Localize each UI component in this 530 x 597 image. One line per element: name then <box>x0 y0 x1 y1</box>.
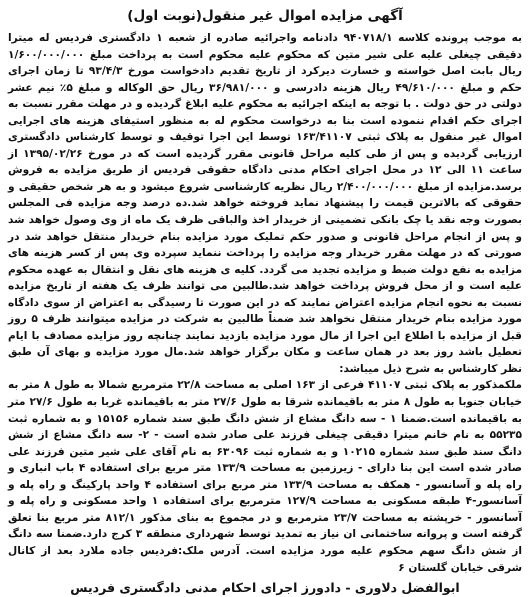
notice-paragraph-property: ملکمذکور به پلاک ثبتی ۴۱۱۰۷ فرعی از ۱۶۳ اصلی به مساحت ۲۲/۸ مترمربع شمالا به طول ۸ متر به خیابان جنوبا به طول ۸ متر به باقیمانده شرقا به طول ۲۷/۶ متر به باقیمانده غربا به طول ۲۷/۶ متر به باقیمانده است.ضمنا ۱ - سه دانگ مشاع از شش دانگ طبق سند شماره ۱۵۱۵۶ و به شماره ثبت ۵۵۲۳۵ به نام خانم میترا دقیقی چیغلی فرزند علی صادر شده است - ۲- سه دانگ مشاع از شش دانگ سند طبق سند شماره ۱۰۲۱۵ و به شماره ثبت ۶۳۰۹۶ به نام آقای علی شیر متین فرزند علی صادر شده است این بنا دارای - زیرزمین به مساحت ۱۳۳/۹ متر مربع برای استفاده ۴ باب انباری و راه پله و آسانسور - همکف به مساحت ۱۳۳/۹ متر مربع برای استفاده ۴ واحد پارکینگ و راه پله و آسانسور-۴ طبقه مسکونی به مساحت ۱۲۷/۹ مترمربع برای استفاده ۱ واحد مسکونی و راه پله و آسانسور - خرپشته به مساحت ۲۳/۷ مترمربع و در مجموع به بنای مذکور ۸۱۲/۱ متر مربع بنا تعلق گرفته است و پروانه ساختمانی ان نیاز به تمدید توسط شهرداری منطقه ۳ کرج دارد.ضمنا سه دانگ از شش دانگ سهم محکوم علیه مورد مزایده است. آدرس ملک:فردیس جاده ملارد بعد از کانال شرقی خیابان گلستان ۶ <box>8 379 523 574</box>
notice-body <box>8 30 522 576</box>
notice-title: آگهی مزایده اموال غیر منقول(نوبت اول) <box>127 8 403 24</box>
notice-signature: ابوالفضل دلاوری - دادورز اجرای احکام مدنی دادگستری فردیس <box>70 580 460 596</box>
notice-paragraph-main: به موجب پرونده کلاسه ۹۴۰۷۱۸/۱ دادنامه واجرائیه صادره از شعبه ۱ دادگستری فردیس له میترا دقیقی چیغلی علیه علی شیر متین که محکوم علیه محکوم است به پرداخت مبلغ ۱/۶۰۰/۰۰۰/۰۰۰ ریال بابت اصل خواسته و خسارت دیرکرد از تاریخ تقدیم دادخواست مورخ ۹۳/۴/۳ تا زمان اجرای حکم و مبلغ ۴۹/۶۱۰/۰۰۰ ریال هزینه دادرسی و ۳۶/۹۸۱/۰۰۰ ریال حق الوکاله و مبلغ ۵٪ نیم عشر دولتی در حق دولت . با توجه به اینکه اجرائیه به محکوم علیه ابلاغ گردیده و در مهلت مقرر نسبت به اجرای حکم اقدام ننموده است بنا به درخواست محکوم له به منظور استیفای هزینه های اجرایی اموال غیر منقول به پلاک ثبتی ۱۶۳/۴۱۱۰۷ توسط این اجرا توقیف و توسط کارشناس دادگستری ارزیابی گردیده و پس از طی کلیه مراحل قانونی مقرر گردیده است که در مورخ ۱۳۹۵/۰۲/۲۶ از ساعت ۱۱ الی ۱۲ در محل اجرای احکام مدنی دادگاه حقوقی فردیس از طریق مزایده به فروش برسد.مزایده از مبلغ ۲/۴۰۰/۰۰۰/۰۰۰ ریال نظریه کارشناسی شروع میشود و به هر شخص حقیقی و حقوقی که بالاترین قیمت را پیشنهاد نماید فروخته خواهد شد.ده درصد وجه مزایده فی المجلس بصورت وجه نقد یا چک بانکی تضمینی از خریدار اخذ والباقی ظرف یک ماه از وی وصول خواهد شد و پس از انجام مراحل قانونی و صدور حکم تملیک مورد مزایده بنام خریدار منتقل خواهد شد در صورتی که در مهلت مقرر خریدار وجه مزایده را پرداخت ننماید سپرده وی پس از کسر هزینه های مزایده به نفع دولت ضبط و مزایده تجدید می گردد. کلیه ی هزینه های نقل و انتقال به عهده محکوم علیه است و از محل فروش پرداخت خواهد شد.طالبین می توانند ظرف یک هفته از تاریخ مزایده نسبت به نحوه انجام مزایده اعتراض نمایند که در این صورت تا رسیدگی به اعتراض از سوی دادگاه مورد مزایده بنام خریدار منتقل نخواهد شد ضمناً طالبین به شرکت در مزایده میتوانند ظرف ۵ روز قبل از مزایده با اطلاع این اجرا از مال مورد مزایده بازدید نمایند چنانچه روز مزایده مصادف با ایام تعطیل باشد روز بعد در همان ساعت و مکان برگزار خواهد شد.مال مورد مزایده و بهای آن طبق نظر کارشناس به شرح ذیل میباشد: <box>8 32 523 375</box>
